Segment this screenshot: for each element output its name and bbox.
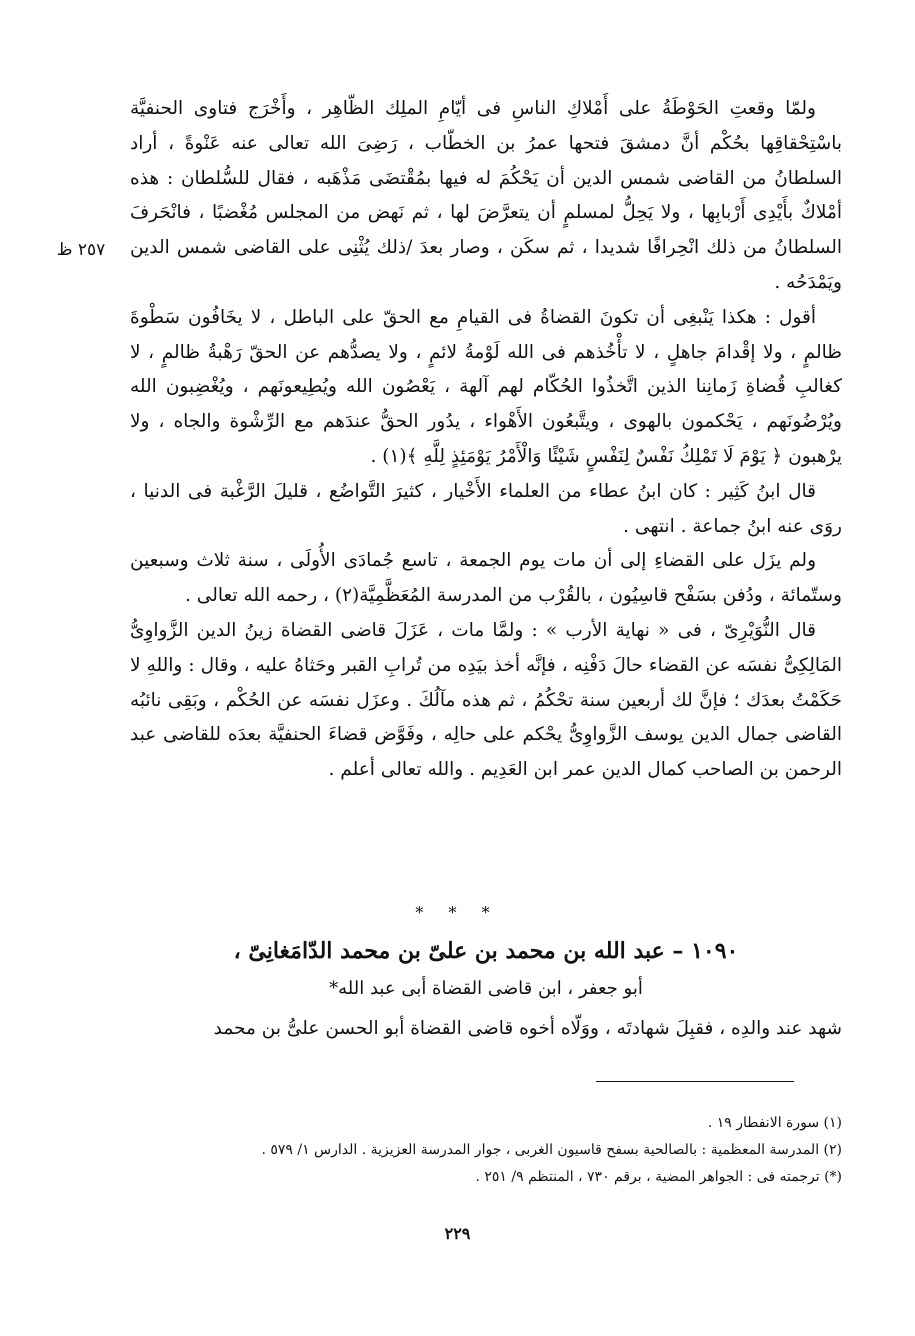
- paragraph: ولم يزَل على القضاءِ إلى أن مات يوم الجمعة ، تاسع جُمادَى الأُولَى ، سنة ثلاث وسبعين وستّمائة ، ودُفن بسَفْح قاسِيُون ، بالقُرْب من المدرسة المُعَظَّمِيَّة(٢) ، رحمه الله تعالى .: [130, 550, 842, 607]
- entry-text: شهد عند والدِه ، فقبِلَ شهادتَه ، ووَلّاه أخوه قاضى القضاة أبو الحسن علىُّ بن محمد: [213, 1018, 842, 1039]
- footnotes: [130, 1110, 842, 1191]
- entry-heading: ١٠٩٠ – عبد الله بن محمد بن علىّ بن محمد الدّامَغانِىّ ،: [233, 938, 739, 964]
- paragraph: أقول : هكذا يَنْبغِى أن تكونَ القضاةُ فى القيامِ مع الحقّ على الباطل ، لا يخَافُون سَطْوةَ ظالمٍ ، ولا إقْدامَ جاهلٍ ، لا تأْخُذهم فى الله لَوْمةُ لائمٍ ، ولا يصدُّهم عن الحقّ رَهْبةُ ظالمٍ ، لا كغالبِ قُضاةِ زَمانِنا الذين اتَّخذُوا الحُكّام لهم آلهة ، يَعْصُون الله ويُطِيعونَهم ، ويُغْضِبون الله ويُرْضُونَهم ، يَحْكمون بالهوى ، ويتَّبعُون الأَهْواء ، يدُور الحقُّ عندَهم مع الرِّشْوة والجاه ، ولا يرْهبون ﴿ يَوْمَ لَا تَمْلِكُ نَفْسٌ لِنَفْسٍ شَيْئًا وَالْأَمْرُ يَوْمَئِذٍ لِلَّهِ ﴾(١) .: [130, 306, 842, 467]
- manuscript-folio-note: ٢٥٧ ظ: [56, 240, 106, 260]
- entry-subheading: أبو جعفر ، ابن قاضى القضاة أبى عبد الله*: [329, 978, 643, 999]
- paragraph: ولمّا وقعتِ الحَوْطَةُ على أَمْلاكِ الناسِ فى أيّامِ الملِك الظّاهِر ، وأَخْرَج فتاوى الحنفيَّة باسْتِحْقاقِها بحُكْم أنَّ دمشقَ فتحها عمرُ بن الخطّاب ، رَضِىَ الله تعالى عنه عَنْوةً ، أراد السلطانُ من القاضى شمس الدين أن يَحْكُمَ له فيها بمُقْتضَى مَذْهَبه ، فقال للسُّلطان : هذه أمْلاكٌ بأَيْدِى أَرْبابِها ، ولا يَحِلُّ لمسلمٍ أن يتعرَّضَ لها ، ثم نَهض من المجلس مُغْضبًا ، فانْحَرفَ السلطانُ من ذلك انْحِرافًا شديدا ، ثم سكَن ، وصار بعدَ /ذلك يُثْنِى على القاضى شمس الدين ويَمْدَحُه .: [130, 98, 842, 293]
- paragraph: قال ابنُ كَثِير : كان ابنُ عطاء من العلماء الأَخْيار ، كثيرَ التَّواضُع ، قليلَ الرَّغْبة فى الدنيا ، روَى عنه ابنُ جماعة . انتهى .: [130, 480, 842, 537]
- footnote-divider: [596, 1081, 794, 1082]
- main-text: [130, 92, 842, 788]
- paragraph: قال النُّوَيْرِىّ ، فى « نهاية الأرب » : ولمَّا مات ، عَزَلَ قاضى القضاة زينُ الدين الزَّواوِىُّ المَالِكِىُّ نفسَه عن القضاء حالَ دَفْنِه ، فإنَّه أخذ بيَدِه من تُرابِ القبر وحَثاهُ عليه ، وقال : واللهِ لا حَكَمْتُ بعدَك ؛ فإنَّ لك أربعين سنة تحْكُمُ ، ثم هذه مآلُكَ . وعزَل نفسَه عن الحُكْم ، وبَقِى نائبُه القاضى جمال الدين يوسف الزَّواوِىُّ يحْكم على حالِه ، وفَوَّض قضاءَ الحنفيَّة بعدَه للقاضى عبد الرحمن بن الصاحب كمال الدين عمر ابن العَدِيم . والله تعالى أعلم .: [130, 619, 842, 781]
- section-separator: * * *: [415, 903, 500, 922]
- page-number: ٢٢٩: [444, 1224, 471, 1243]
- footnote: (*) ترجمته فى : الجواهر المضية ، برقم ٧٣٠ ، المنتظم ٩/ ٢٥١ .: [475, 1169, 842, 1185]
- footnote: (٢) المدرسة المعظمية : بالصالحية بسفح قاسيون الغربى ، جوار المدرسة العزيزية . الدارس ١/ ٥٧٩ .: [261, 1142, 842, 1158]
- footnote: (١) سورة الانفطار ١٩ .: [707, 1115, 842, 1131]
